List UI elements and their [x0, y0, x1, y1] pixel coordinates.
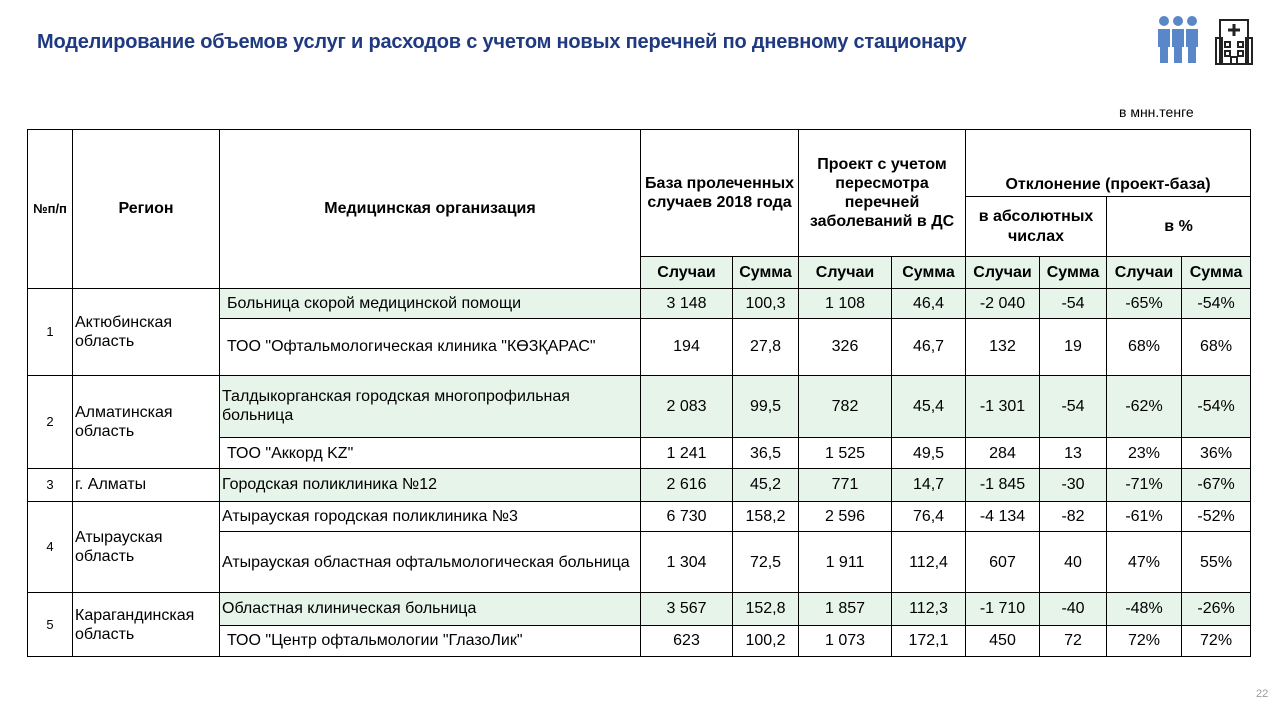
hospital-building-icon: [1216, 20, 1252, 64]
pct-sum-cell: -67%: [1182, 469, 1251, 501]
abs-cases-cell: -1 845: [966, 469, 1040, 501]
base-sum-cell: 72,5: [733, 531, 799, 593]
abs-sum-cell: 40: [1040, 531, 1107, 593]
header-region: Регион: [73, 130, 220, 289]
pct-cases-cell: 47%: [1107, 531, 1182, 593]
org-cell: Областная клиническая больница: [220, 593, 641, 625]
project-sum-cell: 112,3: [892, 593, 966, 625]
pct-sum-cell: -54%: [1182, 375, 1251, 438]
base-sum-cell: 152,8: [733, 593, 799, 625]
people-group-icon: [1158, 16, 1198, 63]
header-pct-sum: Сумма: [1182, 257, 1251, 289]
abs-sum-cell: -54: [1040, 375, 1107, 438]
abs-cases-cell: 284: [966, 438, 1040, 469]
pct-cases-cell: 68%: [1107, 319, 1182, 375]
pct-sum-cell: -26%: [1182, 593, 1251, 625]
project-sum-cell: 76,4: [892, 501, 966, 531]
table-row: [28, 593, 1251, 625]
base-cases-cell: 1 241: [641, 438, 733, 469]
pct-sum-cell: 55%: [1182, 531, 1251, 593]
project-cases-cell: 2 596: [799, 501, 892, 531]
pct-sum-cell: -54%: [1182, 289, 1251, 319]
header-base-cases: Случаи: [641, 257, 733, 289]
project-cases-cell: 782: [799, 375, 892, 438]
project-sum-cell: 46,4: [892, 289, 966, 319]
project-cases-cell: 1 525: [799, 438, 892, 469]
row-number: 5: [28, 593, 73, 657]
row-number: 1: [28, 289, 73, 376]
row-number: 4: [28, 501, 73, 593]
base-sum-cell: 100,3: [733, 289, 799, 319]
abs-sum-cell: -40: [1040, 593, 1107, 625]
abs-cases-cell: -2 040: [966, 289, 1040, 319]
table-row: [28, 375, 1251, 438]
unit-label: в мнн.тенге: [1119, 104, 1194, 120]
pct-cases-cell: -48%: [1107, 593, 1182, 625]
header-abs: в абсолютных числах: [966, 197, 1107, 257]
project-sum-cell: 45,4: [892, 375, 966, 438]
project-sum-cell: 14,7: [892, 469, 966, 501]
project-cases-cell: 771: [799, 469, 892, 501]
base-cases-cell: 2 616: [641, 469, 733, 501]
header-project-cases: Случаи: [799, 257, 892, 289]
base-sum-cell: 27,8: [733, 319, 799, 375]
region-cell: Карагандинская область: [73, 593, 220, 657]
project-cases-cell: 1 073: [799, 625, 892, 656]
base-cases-cell: 623: [641, 625, 733, 656]
abs-sum-cell: -54: [1040, 289, 1107, 319]
base-cases-cell: 1 304: [641, 531, 733, 593]
base-sum-cell: 36,5: [733, 438, 799, 469]
region-cell: г. Алматы: [73, 469, 220, 501]
slide-title: Моделирование объемов услуг и расходов с учетом новых перечней по дневному стационару: [37, 31, 967, 53]
services-table: [27, 129, 1251, 657]
org-cell: Атырауская областная офтальмологическая больница: [220, 531, 641, 593]
base-cases-cell: 6 730: [641, 501, 733, 531]
abs-cases-cell: 132: [966, 319, 1040, 375]
abs-sum-cell: -30: [1040, 469, 1107, 501]
row-number: 3: [28, 469, 73, 501]
project-cases-cell: 1 857: [799, 593, 892, 625]
pct-cases-cell: -61%: [1107, 501, 1182, 531]
org-cell: ТОО "Аккорд KZ": [220, 438, 641, 469]
table-row: [28, 469, 1251, 501]
org-cell: ТОО "Центр офтальмологии "ГлазоЛик": [220, 625, 641, 656]
header-num: №п/п: [28, 130, 73, 289]
abs-sum-cell: 72: [1040, 625, 1107, 656]
header-project-sum: Сумма: [892, 257, 966, 289]
project-sum-cell: 112,4: [892, 531, 966, 593]
region-cell: Алматинская область: [73, 375, 220, 469]
header-org: Медицинская организация: [220, 130, 641, 289]
header-pct-cases: Случаи: [1107, 257, 1182, 289]
pct-sum-cell: -52%: [1182, 501, 1251, 531]
abs-sum-cell: -82: [1040, 501, 1107, 531]
table-row: [28, 501, 1251, 531]
region-cell: Актюбинская область: [73, 289, 220, 376]
header-icons: [1156, 14, 1266, 66]
base-cases-cell: 3 567: [641, 593, 733, 625]
header-deviation: Отклонение (проект-база): [966, 130, 1251, 197]
org-cell: Городская поликлиника №12: [220, 469, 641, 501]
base-sum-cell: 45,2: [733, 469, 799, 501]
pct-cases-cell: 72%: [1107, 625, 1182, 656]
project-sum-cell: 49,5: [892, 438, 966, 469]
base-sum-cell: 158,2: [733, 501, 799, 531]
abs-sum-cell: 13: [1040, 438, 1107, 469]
page-number: 22: [1256, 688, 1269, 700]
base-cases-cell: 3 148: [641, 289, 733, 319]
region-cell: Атырауская область: [73, 501, 220, 593]
header-base-sum: Сумма: [733, 257, 799, 289]
header-base: База пролеченных случаев 2018 года: [641, 130, 799, 257]
abs-cases-cell: -4 134: [966, 501, 1040, 531]
pct-cases-cell: -65%: [1107, 289, 1182, 319]
base-cases-cell: 194: [641, 319, 733, 375]
org-cell: Больница скорой медицинской помощи: [220, 289, 641, 319]
project-sum-cell: 172,1: [892, 625, 966, 656]
org-cell: Атырауская городская поликлиника №3: [220, 501, 641, 531]
project-cases-cell: 1 108: [799, 289, 892, 319]
pct-cases-cell: -71%: [1107, 469, 1182, 501]
table-row: [28, 289, 1251, 319]
pct-sum-cell: 36%: [1182, 438, 1251, 469]
abs-cases-cell: -1 710: [966, 593, 1040, 625]
abs-cases-cell: -1 301: [966, 375, 1040, 438]
base-sum-cell: 99,5: [733, 375, 799, 438]
base-sum-cell: 100,2: [733, 625, 799, 656]
org-cell: ТОО "Офтальмологическая клиника "КӨЗҚАРАС": [220, 319, 641, 375]
header-pct: в %: [1107, 197, 1251, 257]
pct-sum-cell: 68%: [1182, 319, 1251, 375]
pct-cases-cell: -62%: [1107, 375, 1182, 438]
row-number: 2: [28, 375, 73, 469]
header-project: Проект с учетом пересмотра перечней заболеваний в ДС: [799, 130, 966, 257]
project-cases-cell: 326: [799, 319, 892, 375]
project-sum-cell: 46,7: [892, 319, 966, 375]
org-cell: Талдыкорганская городская многопрофильная больница: [220, 375, 641, 438]
abs-sum-cell: 19: [1040, 319, 1107, 375]
project-cases-cell: 1 911: [799, 531, 892, 593]
pct-sum-cell: 72%: [1182, 625, 1251, 656]
base-cases-cell: 2 083: [641, 375, 733, 438]
header-abs-cases: Случаи: [966, 257, 1040, 289]
pct-cases-cell: 23%: [1107, 438, 1182, 469]
abs-cases-cell: 607: [966, 531, 1040, 593]
header-abs-sum: Сумма: [1040, 257, 1107, 289]
abs-cases-cell: 450: [966, 625, 1040, 656]
